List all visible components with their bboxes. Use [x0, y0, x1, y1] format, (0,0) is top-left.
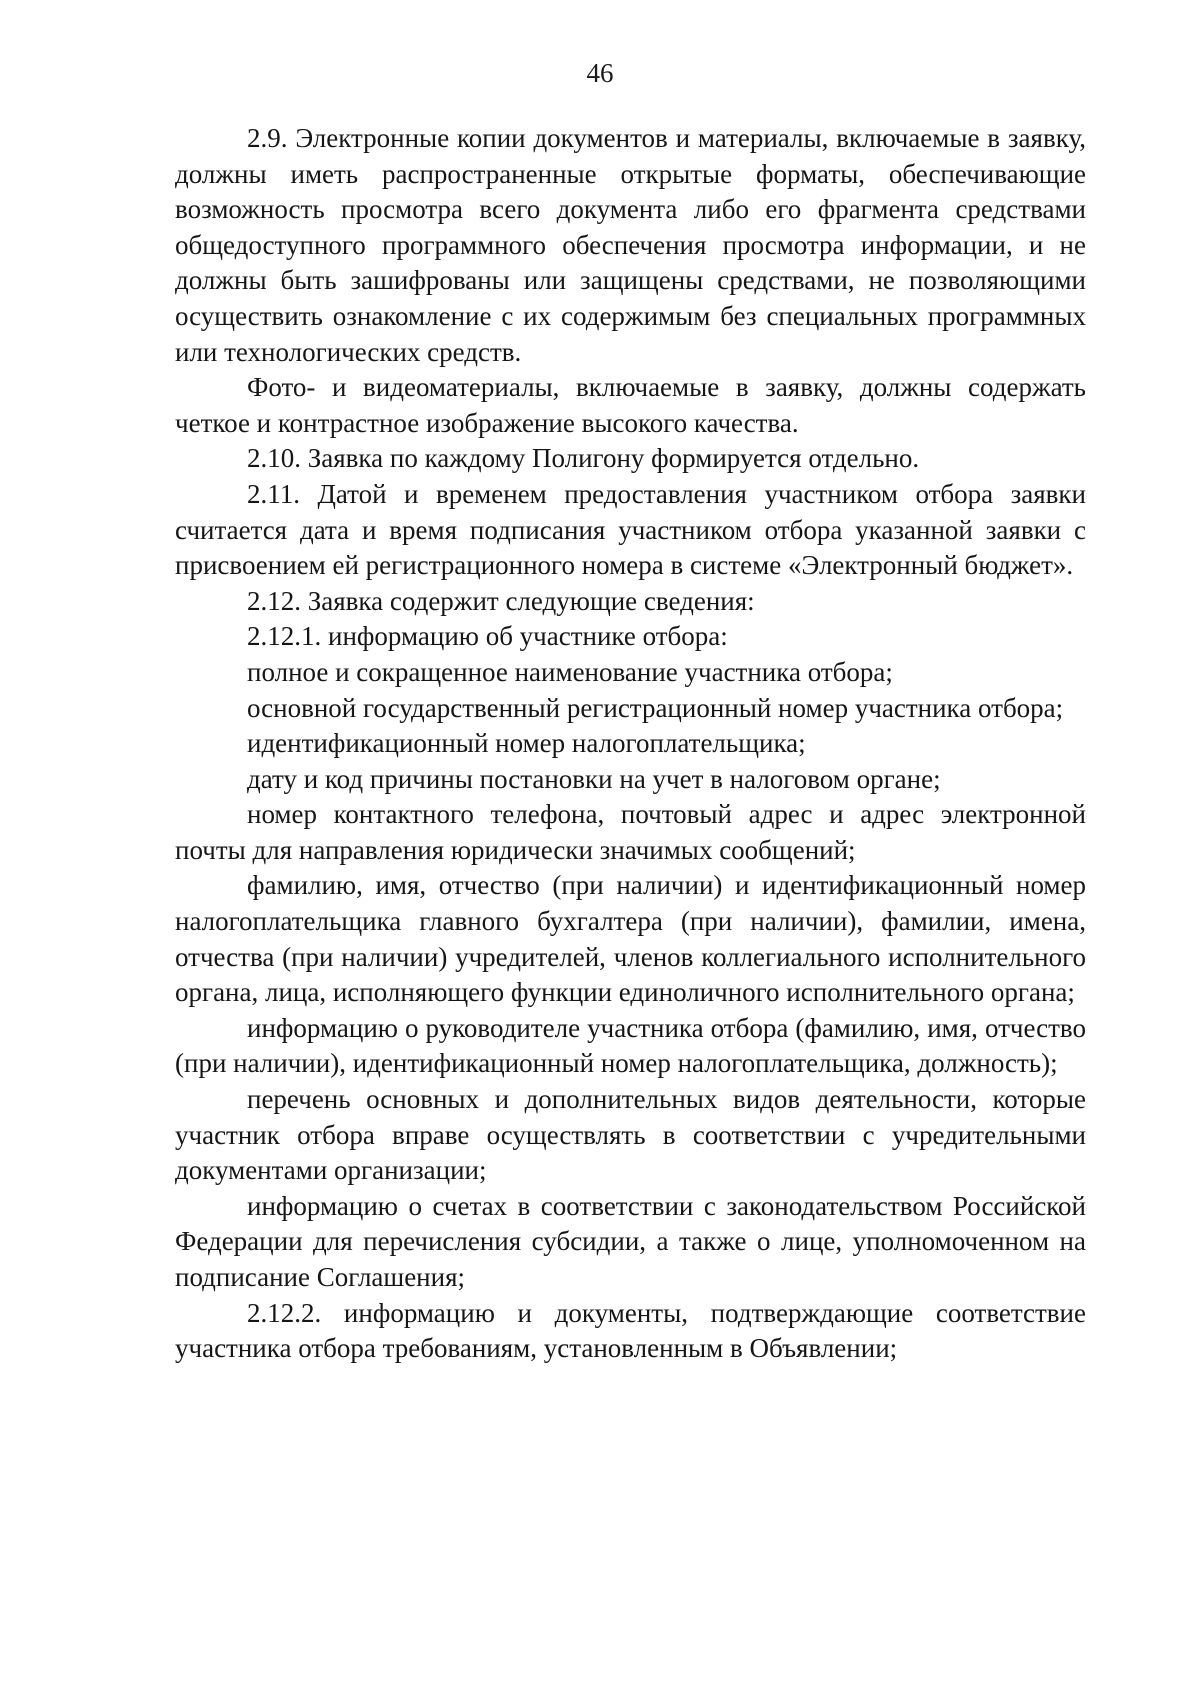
list-item-contacts: номер контактного телефона, почтовый адрес и адрес электронной почты для направления юридически значимых сообщений; — [175, 799, 1086, 865]
paragraph-2-12-2: 2.12.2. информацию и документы, подтверждающие соответствие участника отбора требованиям, установленным в Объявлении; — [175, 1297, 1086, 1364]
list-item-inn: идентификационный номер налогоплательщика; — [247, 728, 806, 759]
paragraph-2-12-1: 2.12.1. информацию об участнике отбора: — [247, 621, 728, 652]
page-number: 46 — [586, 58, 614, 88]
list-item-head: информацию о руководителе участника отбора (фамилию, имя, отчество (при наличии), идентификационный номер налогоплательщика, должность); — [175, 1012, 1086, 1079]
paragraph-2-10: 2.10. Заявка по каждому Полигону формируется отдельно. — [247, 443, 920, 474]
paragraph-2-12: 2.12. Заявка содержит следующие сведения: — [247, 585, 755, 616]
list-item-accountant-founders: фамилию, имя, отчество (при наличии) и идентификационный номер налогоплательщика главного бухгалтера (при наличии), фамилии, имена, отчества (при наличии) учредителей, членов коллегиального исполнительного органа, лица, исполняющего функции единоличного исполнительного органа; — [175, 870, 1086, 1008]
list-item-kpp: дату и код причины постановки на учет в налоговом органе; — [247, 763, 941, 794]
paragraph-2-11: 2.11. Датой и временем предоставления участником отбора заявки считается дата и время подписания участником отбора указанной заявки с присвоением ей регистрационного номера в системе «Электронный бюджет». — [175, 478, 1086, 581]
list-item-activities: перечень основных и дополнительных видов деятельности, которые участник отбора вправе осуществлять в соответствии с учредительными документами организации; — [175, 1084, 1086, 1186]
document-body — [175, 121, 1086, 1367]
paragraph-2-9: 2.9. Электронные копии документов и материалы, включаемые в заявку, должны иметь распространенные открытые форматы, обеспечивающие возможность просмотра всего документа либо его фрагмента средствами общедоступного программного обеспечения просмотра информации, и не должны быть зашифрованы или защищены средствами, не позволяющими осуществить ознакомление с их содержимым без специальных программных или технологических средств. — [175, 123, 1086, 367]
list-item-full-name: полное и сокращенное наименование участника отбора; — [247, 656, 893, 687]
list-item-ogrn: основной государственный регистрационный номер участника отбора; — [247, 692, 1064, 723]
paragraph-photo-video: Фото- и видеоматериалы, включаемые в заявку, должны содержать четкое и контрастное изображение высокого качества. — [175, 372, 1086, 438]
list-item-accounts: информацию о счетах в соответствии с законодательством Российской Федерации для перечисления субсидии, а также о лице, уполномоченном на подписание Соглашения; — [175, 1190, 1086, 1292]
